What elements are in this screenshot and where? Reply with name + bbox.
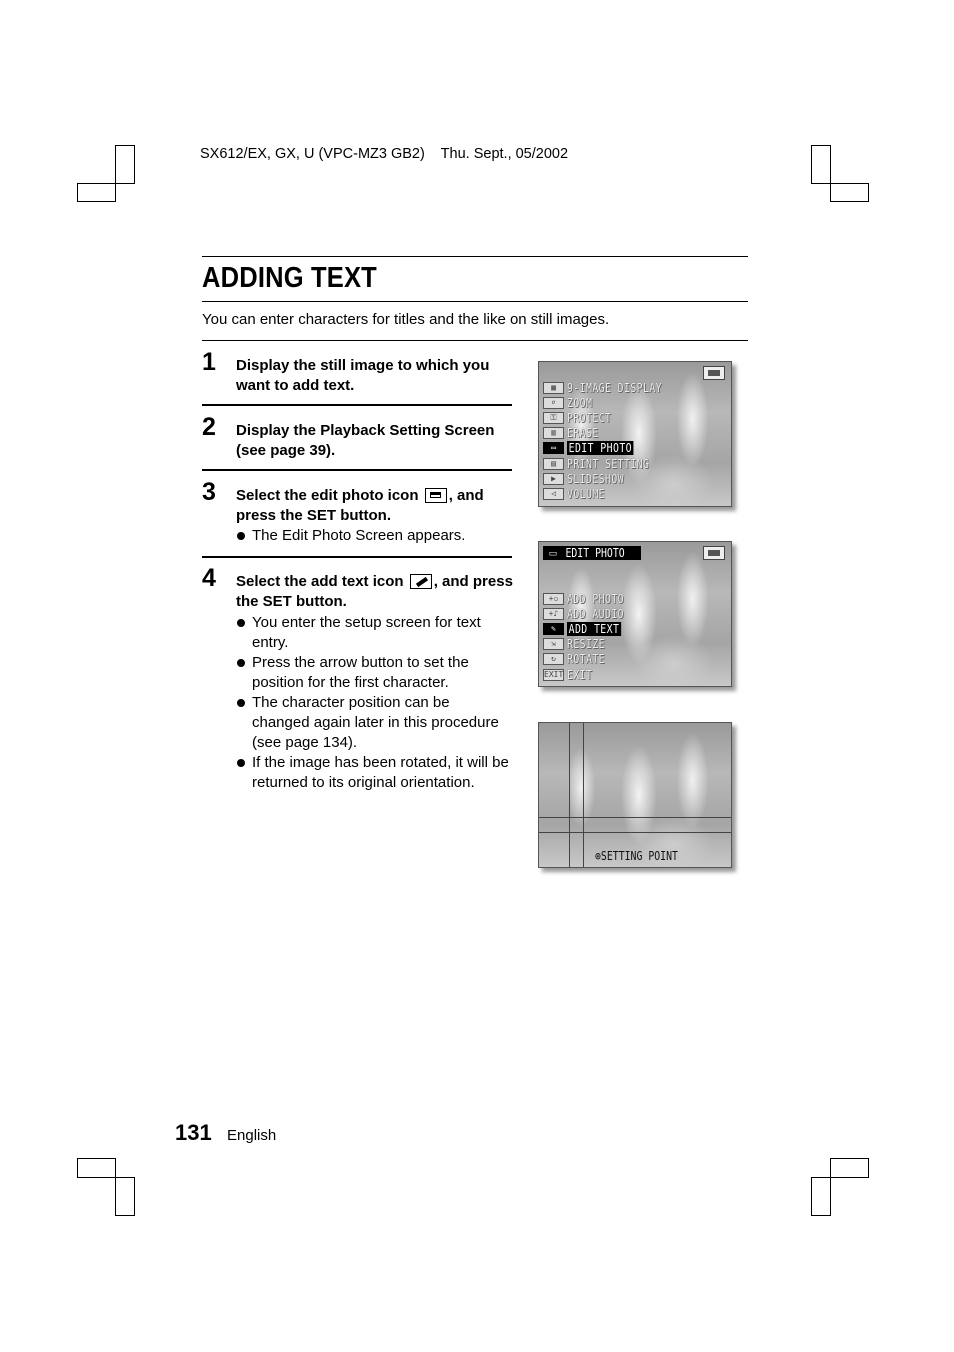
setting-point-label: ⊕SETTING POINT [595,849,678,863]
step-text-after: , and press the SET button. [236,487,484,524]
title-rule-top [202,256,748,257]
speaker-icon: ◁ [543,488,564,500]
menu-item-selected[interactable]: ✎ ADD TEXT [543,621,637,636]
crop-mark [830,1158,869,1178]
grid-line [539,817,731,818]
add-audio-icon: +♪ [543,608,564,620]
crop-mark [77,1158,116,1178]
rotate-icon: ↻ [543,653,564,665]
menu-item[interactable]: ↻ ROTATE [543,652,637,667]
step-text [236,572,516,611]
step-divider [202,556,512,558]
grid-line [569,723,570,867]
step-divider [202,469,512,471]
resize-icon: ⇲ [543,638,564,650]
memory-card-icon [703,366,725,380]
step-text [236,486,516,525]
add-photo-icon: +▫ [543,593,564,605]
menu-item[interactable]: +▫ ADD PHOTO [543,591,637,606]
nine-image-icon: ▦ [543,382,564,394]
menu-item[interactable]: ▥ ERASE [543,426,683,441]
arrow-pad-icon: ⊕ [595,849,601,863]
page-number: 131 [175,1120,212,1145]
step-text: Display the still image to which you want to add text. [236,357,490,394]
step-text-after: , and press the SET button. [236,573,513,610]
step-text: Display the Playback Setting Screen (see page 39). [236,422,495,459]
page-title: ADDING TEXT [202,262,377,294]
crop-mark [811,145,831,184]
add-text-icon: ✎ [543,623,564,635]
edit-photo-icon: ▭ [543,546,563,560]
menu-item[interactable]: ▤ PRINT SETTING [543,456,683,471]
document-header: SX612/EX, GX, U (VPC-MZ3 GB2) Thu. Sept., 05/2002 [200,146,569,162]
exit-icon: EXIT [544,669,564,679]
menu-item[interactable]: ◁ VOLUME [543,486,683,501]
menu-item-selected[interactable]: ▭ EDIT PHOTO [543,441,683,456]
intro-text: You can enter characters for titles and the like on still images. [202,311,610,328]
step-bullet: If the image has been rotated, it will be returned to its original orientation. [236,753,511,793]
title-rule-bottom [202,301,748,302]
crop-mark [830,183,869,202]
key-icon: ⚿ [543,412,564,424]
edit-photo-header: ▭ EDIT PHOTO [543,546,641,560]
menu-item[interactable]: ⌕ ZOOM [543,395,683,410]
printer-icon: ▤ [543,458,564,470]
edit-photo-icon: ▭ [543,442,564,454]
crop-mark [811,1177,831,1216]
page-language: English [227,1127,277,1144]
step-number: 3 [202,478,216,506]
menu-item[interactable]: ▦ 9-IMAGE DISPLAY [543,380,683,395]
step-bullet: The character position can be changed again later in this procedure (see page 134). [236,693,511,752]
intro-rule [202,340,748,341]
crop-mark [77,183,116,202]
edit-photo-menu [543,591,637,682]
edit-photo-icon [425,488,447,503]
edit-photo-screen [538,541,732,687]
playback-setting-screen [538,361,732,507]
step-number: 4 [202,564,216,592]
grid-line [539,832,731,833]
step-bullet: Press the arrow button to set the position for the first character. [236,653,511,693]
menu-item[interactable]: ▶ SLIDESHOW [543,471,683,486]
zoom-icon: ⌕ [543,397,564,409]
step-number: 2 [202,413,216,441]
menu-item[interactable]: +♪ ADD AUDIO [543,606,637,621]
crop-mark [115,145,135,184]
trash-icon: ▥ [543,427,564,439]
step-number: 1 [202,348,216,376]
playback-menu [543,380,683,502]
menu-item[interactable]: ⚿ PROTECT [543,410,683,425]
grid-line [583,723,584,867]
slideshow-icon: ▶ [543,473,564,485]
menu-item[interactable]: ⇲ RESIZE [543,637,637,652]
step-divider [202,404,512,406]
add-text-icon [410,574,432,589]
memory-card-icon [703,546,725,560]
menu-item[interactable]: EXIT EXIT [544,667,593,682]
step-text-before: Select the edit photo icon [236,487,419,504]
step-bullet: You enter the setup screen for text entry. [236,613,511,653]
crop-mark [115,1177,135,1216]
step-bullet: The Edit Photo Screen appears. [236,526,511,546]
text-position-screen [538,722,732,868]
step-text-before: Select the add text icon [236,573,404,590]
